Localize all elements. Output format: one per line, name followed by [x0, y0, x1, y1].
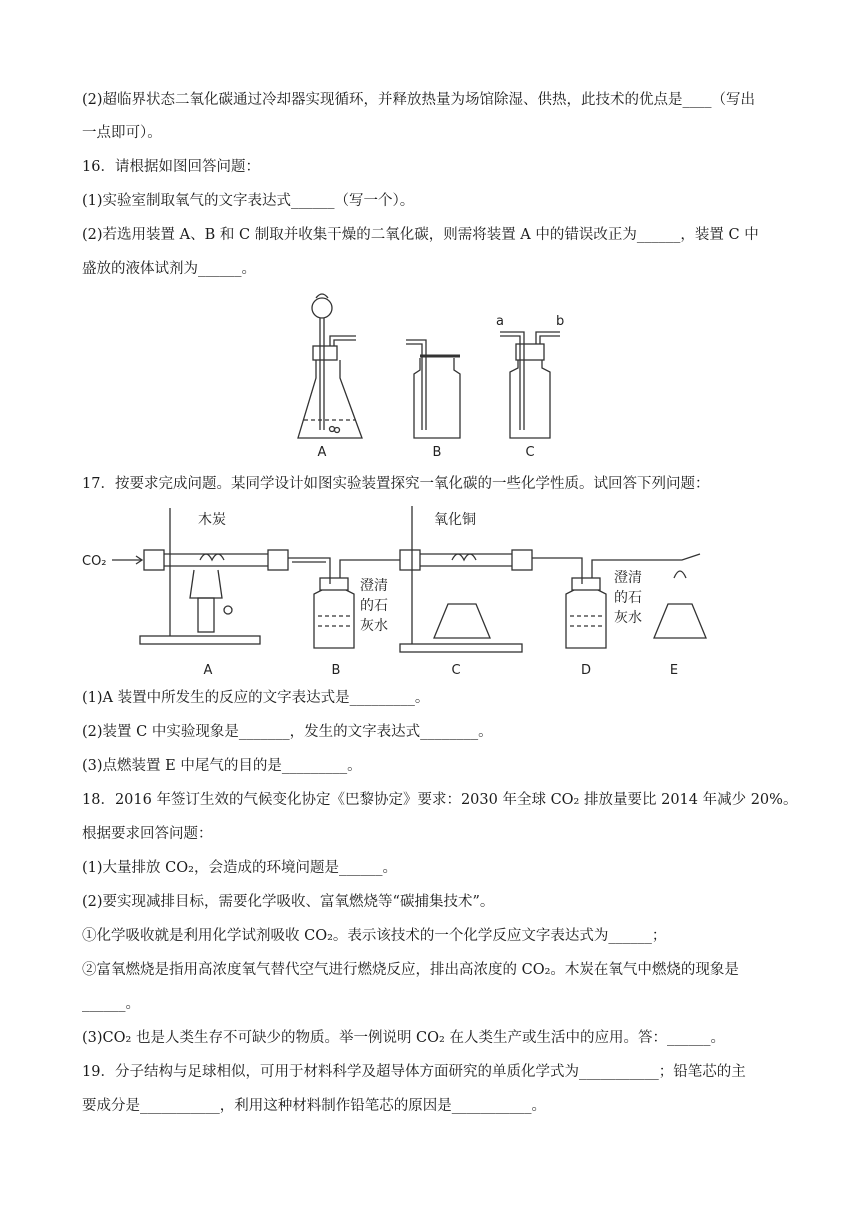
- text-line-2: 一点即可）。: [82, 125, 162, 141]
- label-c: C: [525, 445, 535, 460]
- label-c: C: [451, 663, 461, 678]
- text-line-5: (2)若选用装置 A、B 和 C 制取并收集干燥的二氧化碳，则需将装置 A 中的错误改正为______，装置 C 中: [82, 227, 759, 243]
- label-d: D: [580, 663, 592, 678]
- text-line-10: (3)点燃装置 E 中尾气的目的是_________。: [82, 758, 362, 774]
- text-line-12: 根据要求回答问题：: [82, 826, 213, 842]
- question-16-heading: 16．请根据如图回答问题：: [82, 159, 260, 175]
- text-line-1: (2)超临界状态二氧化碳通过冷却器实现循环，并释放热量为场馆除湿、供热，此技术的优点是____（写出: [82, 92, 756, 108]
- label-b: B: [331, 663, 341, 678]
- label-a: A: [203, 663, 213, 678]
- charcoal-label: 木炭: [198, 512, 226, 528]
- text-line-16: ②富氧燃烧是指用高浓度氧气替代空气进行燃烧反应，排出高浓度的 CO₂。木炭在氧气中燃烧的现象是: [82, 962, 739, 978]
- text-line-4: (1)实验室制取氧气的文字表达式______（写一个）。: [82, 193, 415, 209]
- label-a: A: [317, 445, 327, 460]
- co2-inlet-label: CO₂: [82, 554, 107, 569]
- apparatus-a: [140, 508, 288, 644]
- text-line-20: 要成分是___________，利用这种材料制作铅笔芯的原因是___________。: [82, 1098, 546, 1114]
- text-line-6: 盛放的液体试剂为______。: [82, 261, 256, 277]
- figure-17-apparatus: [82, 498, 722, 680]
- apparatus-e: [654, 571, 706, 638]
- apparatus-b: [406, 340, 460, 438]
- figure-16-apparatus: [280, 290, 580, 462]
- apparatus-c: [500, 332, 560, 438]
- limewater-label-d-3: 灰水: [614, 610, 642, 626]
- port-a-label: a: [496, 314, 504, 329]
- text-line-15: ①化学吸收就是利用化学试剂吸收 CO₂。表示该技术的一个化学反应文字表达式为______；: [82, 928, 667, 944]
- apparatus-a: [298, 294, 362, 438]
- limewater-label-d-2: 的石: [614, 590, 642, 606]
- question-18-heading: 18．2016 年签订生效的气候变化协定《巴黎协定》要求：2030 年全球 CO₂ 排放量要比 2014 年减少 20%。: [82, 792, 798, 808]
- text-line-17: ______。: [82, 996, 140, 1012]
- text-line-8: (1)A 装置中所发生的反应的文字表达式是_________。: [82, 690, 430, 706]
- text-line-9: (2)装置 C 中实验现象是_______，发生的文字表达式________。: [82, 724, 493, 740]
- label-b: B: [432, 445, 442, 460]
- limewater-label-b-2: 的石: [360, 598, 388, 614]
- port-b-label: b: [556, 314, 565, 329]
- text-line-14: (2)要实现减排目标，需要化学吸收、富氧燃烧等“碳捕集技术”。: [82, 894, 495, 910]
- limewater-label-b-3: 灰水: [360, 618, 388, 634]
- question-19-heading: 19．分子结构与足球相似，可用于材料科学及超导体方面研究的单质化学式为___________；铅笔芯的主: [82, 1064, 746, 1080]
- question-17-heading: 17．按要求完成问题。某同学设计如图实验装置探究一氧化碳的一些化学性质。试回答下列问题：: [82, 476, 710, 492]
- copper-oxide-label: 氧化铜: [434, 512, 476, 528]
- text-line-13: (1)大量排放 CO₂，会造成的环境问题是______。: [82, 860, 397, 876]
- text-line-18: (3)CO₂ 也是人类生存不可缺少的物质。举一例说明 CO₂ 在人类生产或生活中的应用。答：______。: [82, 1030, 725, 1046]
- limewater-label-d-1: 澄清: [614, 570, 642, 586]
- limewater-label-b-1: 澄清: [360, 578, 388, 594]
- label-e: E: [669, 663, 679, 678]
